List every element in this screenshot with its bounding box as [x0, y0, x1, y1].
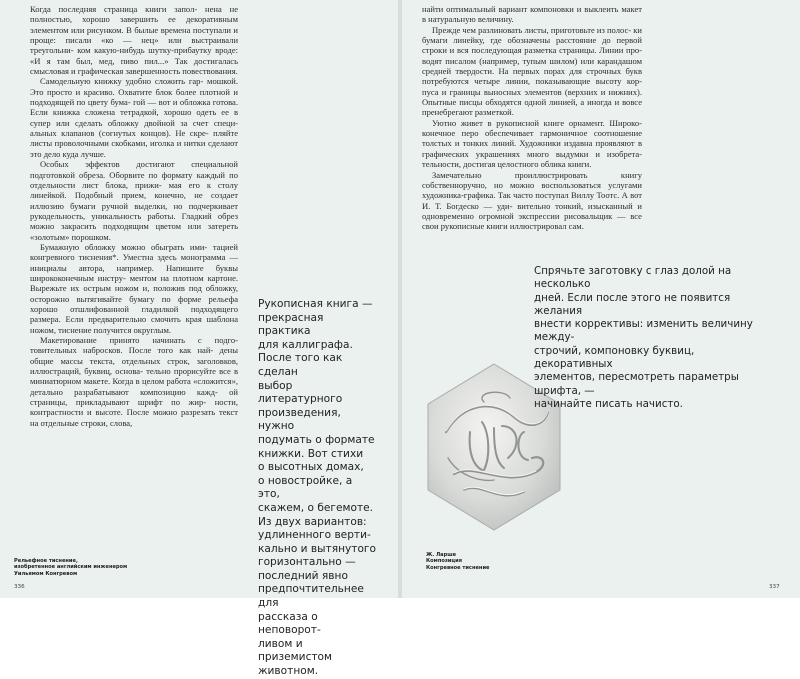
text-line: подходящего размера. Если предварительно	[30, 303, 238, 325]
caption-line: Ж. Ларше	[426, 552, 457, 558]
right-page	[402, 0, 800, 598]
body-paragraph	[422, 170, 642, 232]
text-line: экспрессии рисовальщик — все свои рукописные книги	[422, 210, 642, 232]
pull-quote-line: горизонтально —	[258, 556, 356, 569]
text-line: монограмма — инициалы автора, например.	[30, 252, 238, 273]
text-line: закрасить подходящим цветом или затереть	[60, 221, 238, 232]
left-body-text	[30, 4, 238, 428]
text-line: иллюстрировал сам.	[509, 221, 584, 232]
page-number-right: 337	[769, 584, 780, 590]
text-line: Опытные писцы обходятся одной линией, а иногда и вовсе	[422, 97, 642, 108]
text-line: Уютно живет в рукописной книге орнамент. Широко-	[432, 117, 642, 128]
text-line: конечно, не создает иллюзию бумаги ручной	[30, 190, 238, 211]
pull-quote-line: После того как сделан	[258, 352, 343, 378]
text-line: пуса и границы выносных элементов (верхних и нижних).	[422, 86, 642, 97]
text-line: подготовкой обреза. Оборвите по формату	[30, 169, 193, 180]
text-line: но можно воспользоваться услугами художника-графика.	[422, 179, 642, 201]
text-line: тельно прорисуйте все в миниатюрном	[30, 366, 239, 387]
text-line: иголка и нитки сделают это дело куда лучше.	[30, 138, 238, 159]
text-line: Бумажную обложку можно обыграть ими-	[40, 241, 208, 252]
text-line: каждый по отдельности лист блока, прижи-	[30, 169, 238, 190]
body-paragraph	[30, 4, 238, 76]
text-line: повествования.	[182, 66, 238, 77]
text-line: ки бумаги линейку, где обозначены расстояние до первой	[422, 24, 642, 46]
pull-quote-line: ливом и приземистом	[258, 637, 333, 664]
text-line: осторожно вытягивайте бумагу по форме	[30, 293, 202, 304]
pull-quote-line: предпочтительнее для	[258, 583, 364, 610]
text-line: средней твердости. На первых порах для строчных букв	[422, 66, 642, 77]
text-line: альных клапанов (согнутых концов). Не скре-	[30, 128, 209, 139]
left-pull-quote	[258, 298, 376, 679]
text-line: более плотной и подходящей по цвету бума-	[30, 86, 238, 108]
pull-quote-line: подумать о формате	[258, 433, 375, 446]
pull-quote-line: Рукописная книга —	[258, 298, 373, 310]
left-page	[0, 0, 398, 678]
text-line: дены общие массы текста, отдельных строк,	[30, 345, 238, 366]
pull-quote-line: выбор литературного	[258, 379, 343, 406]
pull-quote-line: Спрячьте заготовку с глаз долой на несколько	[534, 265, 732, 291]
text-line: водят писалом (например, тупым шилом) или карандашом	[422, 55, 642, 66]
text-line: Напишите буквы ширококонечным инстру-	[30, 262, 238, 283]
left-figure-caption	[14, 558, 127, 577]
text-line: или сделать обложку двойной за счет специ-	[56, 117, 238, 128]
pull-quote-line: строчий, компоновку буквиц, декоративных	[534, 344, 695, 371]
text-line: ментом на плотном картоне. Вырежьте их	[30, 272, 239, 294]
text-line: гой — вот и обложка готова. Если книжка	[30, 97, 238, 118]
text-line: макете. Когда в целом работа «сложится»,	[83, 376, 238, 387]
text-line: ой страницы, прикладывают шрифт по жир-	[30, 386, 239, 408]
caption-line: Композиция	[426, 558, 462, 565]
body-paragraph	[30, 242, 238, 335]
text-line: ности, контрастности и высоте. После	[30, 397, 238, 418]
pull-quote-line: животном.	[258, 665, 319, 678]
pull-quote-line: дней. Если после этого не появится желания	[534, 291, 731, 317]
body-paragraph	[422, 4, 642, 25]
pull-quote-line: для каллиграфа.	[258, 338, 353, 351]
page-number-left: 336	[14, 584, 25, 590]
pull-quote-line: кально и вытянутого	[258, 542, 376, 555]
text-line: потребуются четыре линии, показывающие высоту кор-	[422, 76, 642, 87]
text-line: Прежде чем разлиновать листы, приготовьте из полос-	[432, 24, 632, 35]
pull-quote-line: о новостройке, а это,	[258, 474, 353, 501]
text-line: вительно тонкий, изысканный и одновременно огромной	[422, 200, 643, 221]
caption-line: изобретенное английским инженером	[14, 564, 128, 571]
right-figure-caption	[426, 552, 489, 571]
pull-quote-line: книжки. Вот стихи	[258, 447, 364, 460]
text-line: товительных набросков. После того как най-	[30, 345, 214, 356]
text-line: Замечательно проиллюстрировать книгу собственноручно,	[422, 169, 642, 190]
body-paragraph	[422, 118, 642, 170]
caption-line: Рельефное тиснение,	[14, 558, 78, 564]
text-line: «И я там был, мед, пиво пил...» Так достигалась	[30, 55, 238, 66]
text-line: тельности, достигая целостного облика книги.	[422, 159, 592, 170]
text-line: получится округлым.	[93, 324, 172, 335]
text-line: сложена тетрадкой, хорошо одеть ее в супер	[30, 107, 238, 128]
text-line: тацией конгревного тиснения*. Уместна здесь	[30, 241, 238, 263]
text-line: уникальность работы. Гладкий обрез можно	[30, 210, 238, 232]
text-line: Самодельную книжку удобно сложить гар-	[40, 76, 204, 87]
body-paragraph	[422, 25, 642, 118]
text-line: Особых эффектов достигают специальной	[40, 159, 238, 170]
pull-quote-line: рассказа о неповорот-	[258, 610, 321, 637]
text-line: В былые времена поступали и проще: писали	[30, 24, 238, 46]
text-line: мая его к столу линейкой. Подобный прием,	[30, 179, 238, 201]
text-line: мошкой. Это просто и красиво. Охватите блок	[30, 76, 239, 97]
text-line: найти оптимальный вариант компоновки и выклеить	[422, 4, 619, 14]
pull-quote-line: начинайте писать начисто.	[534, 397, 683, 410]
text-line: Когда последняя страница книги запол-	[30, 4, 198, 14]
right-pull-quote	[534, 265, 764, 411]
right-body-text	[422, 4, 642, 232]
text-line: Так часто поступал Виллу Тоотс. А вот И. Т. Богдеско — уди-	[422, 190, 643, 211]
body-paragraph	[30, 159, 238, 242]
body-paragraph	[30, 76, 238, 159]
text-line: строки и вся последующая разметка страницы. Линии про-	[422, 45, 642, 56]
text-line: смочить края шаблона ножом, тиснение	[30, 314, 238, 335]
caption-line: Уильямом Конгревом	[14, 570, 78, 577]
text-line: «ко — нец» или выстраивали треугольни-	[30, 35, 239, 56]
pull-quote-line: произведения, нужно	[258, 406, 341, 433]
text-line: выделки, но подчеркивает рукодельность,	[30, 200, 238, 221]
pull-quote-line: прекрасная практика	[258, 311, 324, 338]
pull-quote-line: внести коррективы: изменить величину между-	[534, 318, 753, 344]
text-line: толстых и тонких линий. Художники издавна проявляют	[422, 138, 635, 149]
text-line: нена не полностью, хорошо завершить ее	[30, 4, 238, 25]
pull-quote-line: Из двух вариантов:	[258, 515, 367, 528]
text-line: детально разрабатывают композицию кажд-	[30, 386, 218, 397]
text-line: рельефа хорошо отшлифованной гладилкой	[30, 293, 238, 314]
pull-quote-line: удлиненного верти-	[258, 529, 371, 542]
text-line: пляйте листы проволочными скобками,	[30, 128, 238, 149]
pull-quote-line: элементов, пересмотреть параметры шрифта, —	[534, 371, 739, 397]
pull-quote-line: скажем, о бегемоте.	[258, 501, 374, 514]
pull-quote-line: о высотных домах,	[258, 461, 364, 474]
text-line: в графических украшениях много выдумки и изобрета-	[422, 138, 642, 159]
text-line: заголовков, иллюстраций, буквиц, основа-	[30, 355, 238, 377]
text-line: макет в натуральную величину.	[422, 4, 643, 25]
text-line: острым ножом и, положив под обложку,	[83, 283, 238, 294]
text-line: Макетирование принято начинать с подго-	[40, 335, 238, 345]
body-paragraph	[30, 335, 238, 428]
text-line: смысловая и графическая завершенность	[30, 66, 181, 77]
text-line: конечное перо обеспечивает гармоничное соотношение	[422, 128, 642, 139]
caption-line: Конгревное тиснение	[426, 564, 490, 571]
text-line: можно разрезать текст на отдельные строки, слова,	[30, 407, 238, 428]
text-line: ком какую-нибудь шутку-прибаутку вроде:	[77, 45, 238, 56]
text-line: пренебрегают разметкой.	[422, 107, 514, 118]
pull-quote-line: последний явно	[258, 569, 348, 582]
text-line: «золотым» порошком.	[30, 231, 111, 242]
text-line: декоративным элементом или рисунком.	[30, 14, 239, 35]
